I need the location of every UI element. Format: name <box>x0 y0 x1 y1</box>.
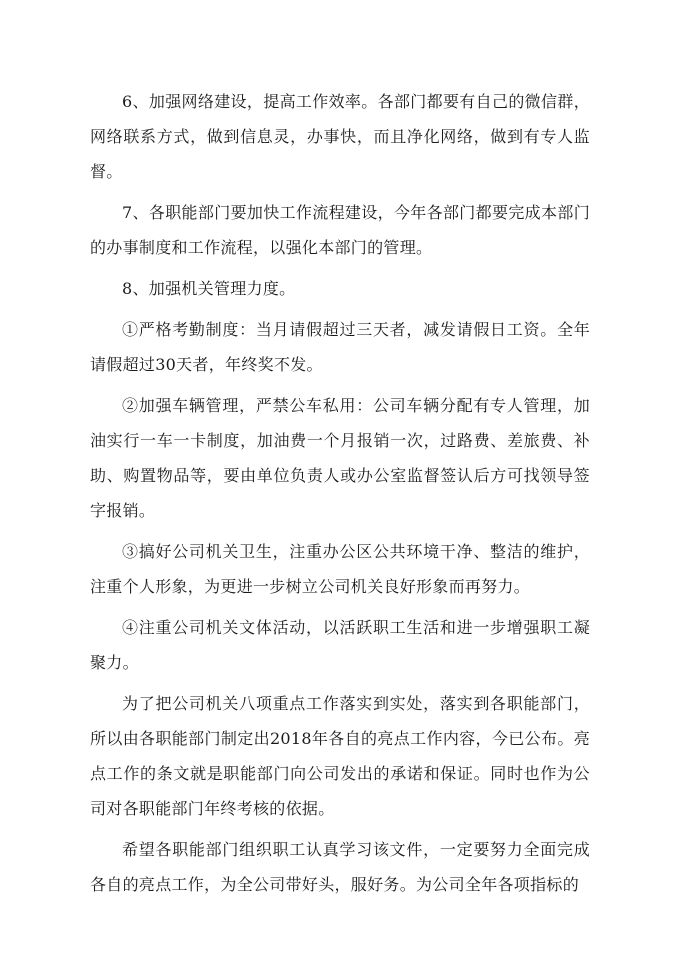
paragraph-item-6-network: 6、加强网络建设，提高工作效率。各部门都要有自己的微信群，网络联系方式，做到信息灵，办事快，而且净化网络，做到有专人监督。 <box>90 92 590 181</box>
paragraph-implementation: 为了把公司机关八项重点工作落实到实处，落实到各职能部门，所以由各职能部门制定出2018年各自的亮点工作内容，今已公布。亮点工作的条文就是职能部门向公司发出的承诺和保证。同时也作为公司对各职能部门年终考核的依据。 <box>90 694 590 818</box>
paragraph-hygiene: ③搞好公司机关卫生，注重办公区公共环境干净、整洁的维护，注重个人形象，为更进一步树立公司机关良好形象而再努力。 <box>90 542 590 596</box>
paragraph-item-7-workflow: 7、各职能部门要加快工作流程建设，今年各部门都要完成本部门的办事制度和工作流程，以强化本部门的管理。 <box>90 203 590 257</box>
paragraph-closing: 希望各职能部门组织职工认真学习该文件，一定要努力全面完成各自的亮点工作，为全公司带好头，服好务。为公司全年各项指标的 <box>90 840 590 894</box>
paragraph-item-8-management: 8、加强机关管理力度。 <box>122 279 296 298</box>
paragraph-vehicle-management: ②加强车辆管理，严禁公车私用：公司车辆分配有专人管理，加油实行一车一卡制度，加油费一个月报销一次，过路费、差旅费、补助、购置物品等，要由单位负责人或办公室监督签认后方可找领导签字报销。 <box>90 396 590 520</box>
document-page <box>90 84 590 908</box>
paragraph-activities: ④注重公司机关文体活动，以活跃职工生活和进一步增强职工凝聚力。 <box>90 618 590 672</box>
paragraph-attendance: ①严格考勤制度：当月请假超过三天者，减发请假日工资。全年请假超过30天者，年终奖不发。 <box>90 320 590 374</box>
